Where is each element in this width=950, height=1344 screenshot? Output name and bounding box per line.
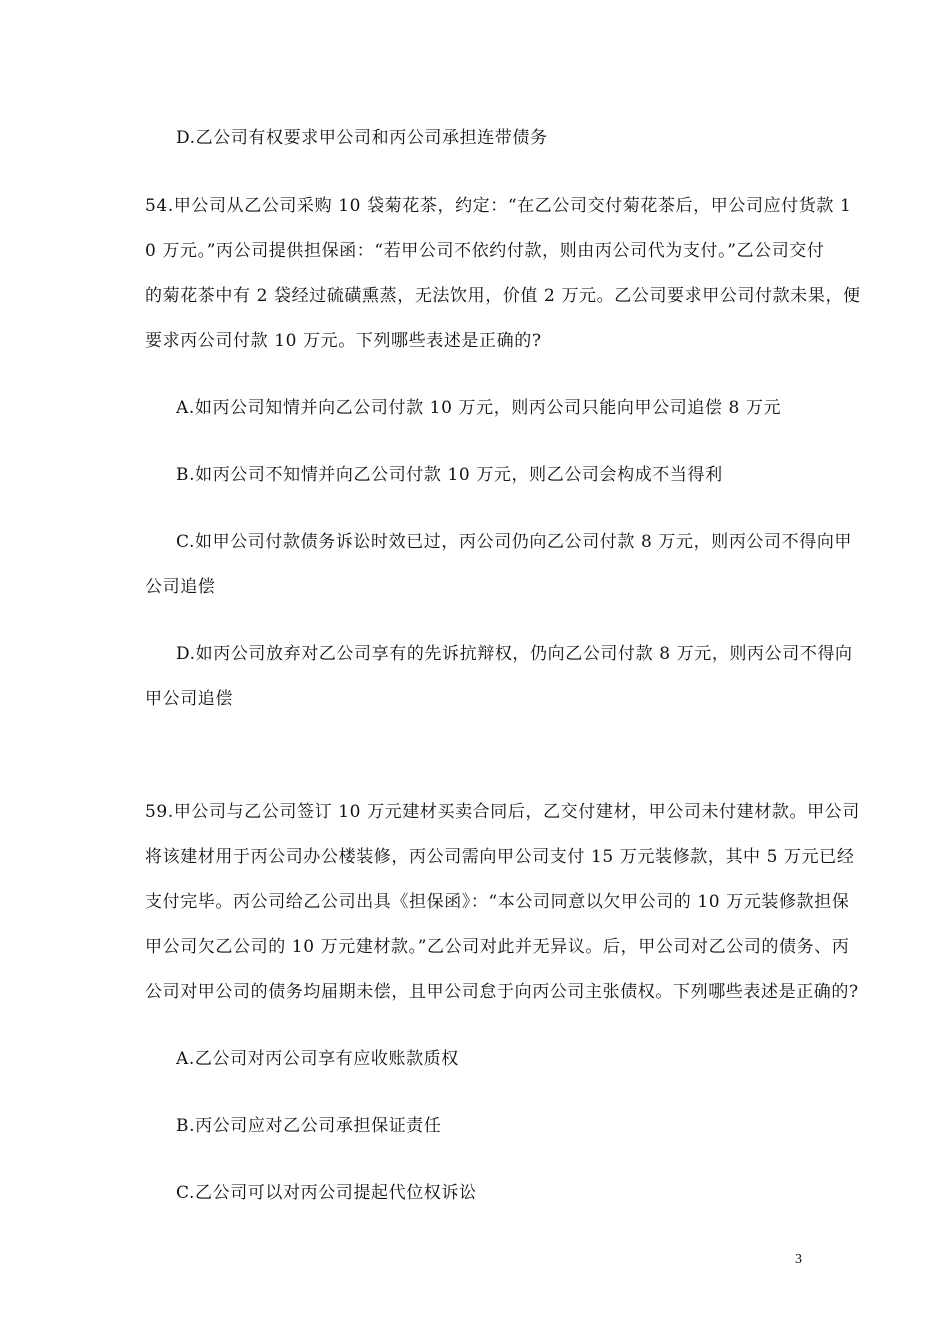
page-number: 3 — [795, 1252, 802, 1267]
q54-option-c-line-1: C.如甲公司付款债务诉讼时效已过，丙公司仍向乙公司付款 8 万元，则丙公司不得向甲 — [176, 532, 853, 552]
q54-option-b: B.如丙公司不知情并向乙公司付款 10 万元，则乙公司会构成不当得利 — [176, 465, 723, 485]
q59-option-a: A.乙公司对丙公司享有应收账款质权 — [176, 1049, 459, 1069]
q59-stem-line-5: 公司对甲公司的债务均届期未偿，且甲公司怠于向丙公司主张债权。下列哪些表述是正确的? — [145, 982, 859, 1002]
q54-option-d-line-2: 甲公司追偿 — [145, 689, 233, 709]
q54-option-a: A.如丙公司知情并向乙公司付款 10 万元，则丙公司只能向甲公司追偿 8 万元 — [176, 398, 782, 418]
q54-stem-line-3: 的菊花茶中有 2 袋经过硫磺熏蒸，无法饮用，价值 2 万元。乙公司要求甲公司付款未果，便 — [145, 286, 861, 306]
q59-stem-line-3: 支付完毕。丙公司给乙公司出具《担保函》：“本公司同意以欠甲公司的 10 万元装修款担保 — [145, 892, 850, 912]
prev-question-option-d: D.乙公司有权要求甲公司和丙公司承担连带债务 — [176, 128, 548, 148]
q59-stem-line-4: 甲公司欠乙公司的 10 万元建材款。”乙公司对此并无异议。后，甲公司对乙公司的债务、丙 — [145, 937, 850, 957]
q54-option-d-line-1: D.如丙公司放弃对乙公司享有的先诉抗辩权，仍向乙公司付款 8 万元，则丙公司不得向 — [176, 644, 853, 664]
q54-stem-line-2: 0 万元。”丙公司提供担保函：“若甲公司不依约付款，则由丙公司代为支付。”乙公司交付 — [145, 241, 825, 261]
q54-stem-line-1: 54.甲公司从乙公司采购 10 袋菊花茶，约定：“在乙公司交付菊花茶后，甲公司应付货款 1 — [145, 196, 852, 216]
q59-stem-line-2: 将该建材用于丙公司办公楼装修，丙公司需向甲公司支付 15 万元装修款，其中 5 万元已经 — [145, 847, 855, 867]
q59-stem-line-1: 59.甲公司与乙公司签订 10 万元建材买卖合同后，乙交付建材，甲公司未付建材款。甲公司 — [145, 802, 860, 822]
q54-option-c-line-2: 公司追偿 — [145, 577, 216, 597]
q59-option-b: B.丙公司应对乙公司承担保证责任 — [176, 1116, 442, 1136]
q59-option-c: C.乙公司可以对丙公司提起代位权诉讼 — [176, 1183, 477, 1203]
q54-stem-line-4: 要求丙公司付款 10 万元。下列哪些表述是正确的? — [145, 331, 542, 351]
